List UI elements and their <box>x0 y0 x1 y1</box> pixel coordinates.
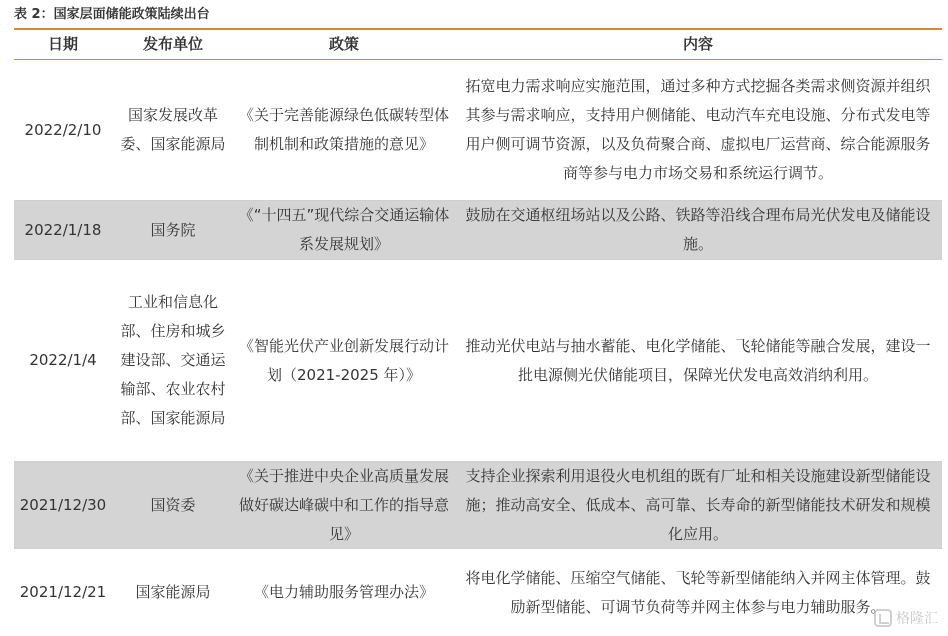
row-content: 支持企业探索利用退役火电机组的既有厂址和相关设施建设新型储能设施；推动高安全、低成本、高可靠、长寿命的新型储能技术研发和规模化应用。 <box>465 466 931 543</box>
row-org: 国务院 <box>150 220 196 239</box>
row-content: 鼓励在交通枢纽场站以及公路、铁路等沿线合理布局光伏发电及储能设施。 <box>465 206 931 253</box>
table-row <box>14 60 942 200</box>
row-policy: 《智能光伏产业创新发展行动计划（2021-2025 年）》 <box>238 336 449 384</box>
row-date: 2022/1/4 <box>29 351 97 369</box>
row-content: 拓宽电力需求响应实施范围，通过多种方式挖掘各类需求侧资源并组织其参与需求响应，支持用户侧储能、电动汽车充电设施、分布式发电等用户侧可调节资源，以及负荷聚合商、虚拟电厂运营商、综合能源服务商等参与电力市场交易和系统运行调节。 <box>465 77 931 182</box>
row-org: 国资委 <box>150 495 196 514</box>
header-date: 日期 <box>47 35 78 53</box>
table-header-row <box>14 30 942 59</box>
header-org: 发布单位 <box>142 35 203 53</box>
table-row <box>14 260 942 461</box>
table-caption: 表 2：国家层面储能政策陆续出台 <box>14 7 210 22</box>
row-org: 工业和信息化部、住房和城乡建设部、交通运输部、农业农村部、国家能源局 <box>120 293 226 427</box>
row-policy: 《关于完善能源绿色低碳转型体制机制和政策措施的意见》 <box>238 106 449 153</box>
header-content: 内容 <box>682 35 713 53</box>
row-date: 2021/12/30 <box>19 495 107 514</box>
watermark <box>874 608 938 628</box>
row-date: 2022/1/18 <box>24 220 102 239</box>
table-row <box>14 462 942 548</box>
row-policy: 《“十四五”现代综合交通运输体系发展规划》 <box>238 206 450 253</box>
gelonghui-logo-icon <box>874 609 892 627</box>
row-policy: 《电力辅助服务管理办法》 <box>253 583 434 601</box>
row-date: 2022/2/10 <box>24 120 102 139</box>
table-row <box>14 201 942 259</box>
header-policy: 政策 <box>328 35 359 53</box>
row-content: 推动光伏电站与抽水蓄能、电化学储能、飞轮储能等融合发展，建设一批电源侧光伏储能项目，保障光伏发电高效消纳利用。 <box>465 336 931 384</box>
row-policy: 《关于推进中央企业高质量发展做好碳达峰碳中和工作的指导意见》 <box>238 466 449 543</box>
row-org: 国家能源局 <box>135 583 211 601</box>
row-content: 将电化学储能、压缩空气储能、飞轮等新型储能纳入并网主体管理。鼓励新型储能、可调节负荷等并网主体参与电力辅助服务。 <box>465 568 931 616</box>
watermark-text: 格隆汇 <box>896 611 938 627</box>
policy-table <box>14 28 942 636</box>
row-org: 国家发展改革委、国家能源局 <box>120 106 226 153</box>
row-date: 2021/12/21 <box>19 583 107 601</box>
table-row <box>14 549 942 636</box>
